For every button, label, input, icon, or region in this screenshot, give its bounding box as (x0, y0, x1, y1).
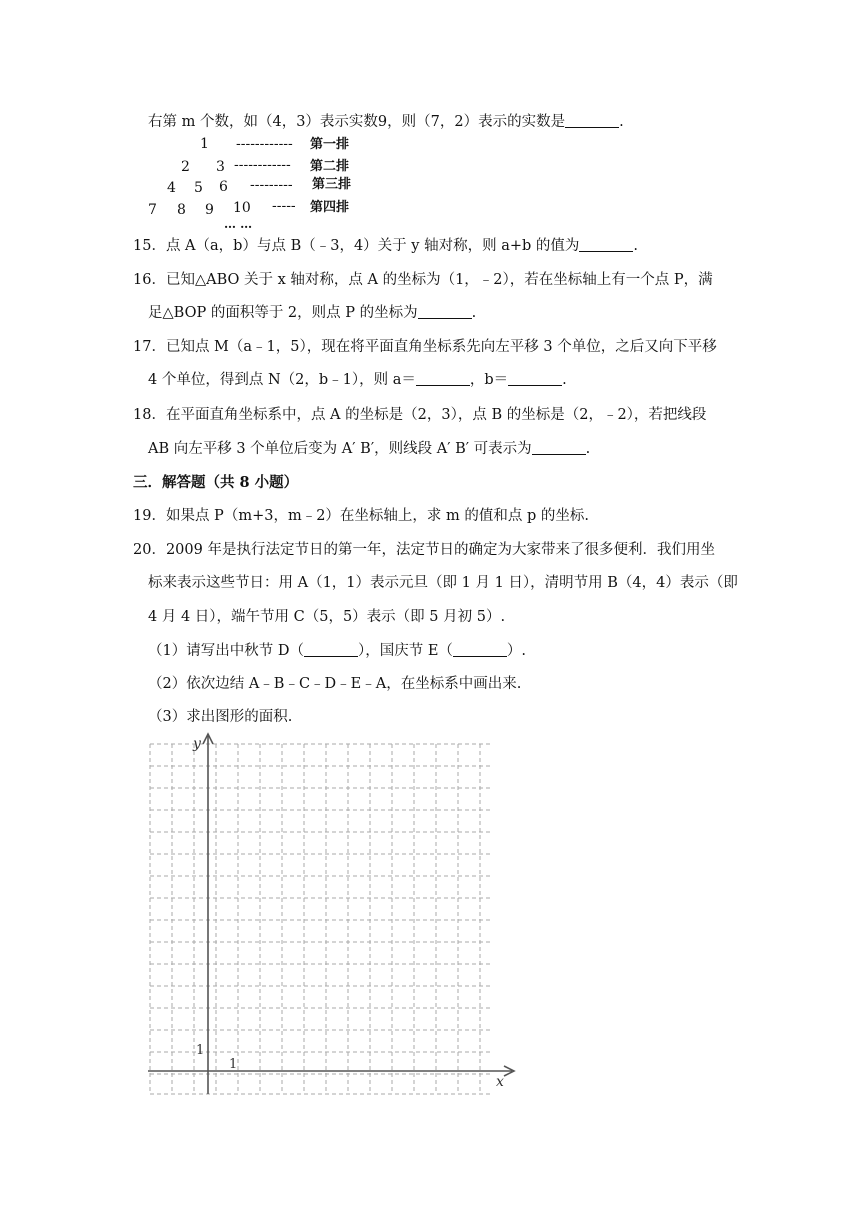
q14-tail (148, 112, 624, 132)
question-number: 19． (133, 508, 166, 524)
question-number: 15． (133, 238, 166, 254)
pattern-num: 5 (194, 180, 203, 196)
question-text: 点 A（a，b）与点 B（﹣3，4）关于 y 轴对称，则 a+b 的值为 (165, 238, 580, 254)
sub-question-text: ），国庆节 E（ (357, 643, 453, 659)
question-19 (133, 506, 589, 526)
question-text: 已知△ABO 关于 x 轴对称，点 A 的坐标为（1，﹣2），若在坐标轴上有一个点 P，满 (165, 272, 713, 288)
pattern-num: 9 (205, 202, 214, 218)
pattern-dashes: ------------ (236, 136, 293, 152)
question-18-cont (148, 439, 590, 459)
grid-lines (150, 744, 490, 1094)
pattern-num: 10 (233, 200, 251, 216)
sub-question-text: （1）请写出中秋节 D（ (148, 643, 304, 659)
question-text: 已知点 M（a﹣1，5），现在将平面直角坐标系先向左平移 3 个单位，之后又向下平移 (165, 339, 717, 355)
question-number: 16． (133, 272, 166, 288)
question-16 (133, 270, 713, 290)
answer-blank-e[interactable] (453, 642, 507, 657)
y-tick-label: 1 (196, 1043, 205, 1058)
punct: . (471, 305, 477, 321)
question-15 (133, 236, 638, 256)
pattern-ellipsis: … … (224, 217, 253, 231)
q14-text: 右第 m 个数，如（4，3）表示实数9，则（7，2）表示的实数是 (148, 114, 566, 130)
answer-blank[interactable] (565, 113, 619, 128)
question-18 (133, 405, 706, 425)
question-text: 2009 年是执行法定节日的第一年，法定节日的确定为大家带来了很多便利．我们用坐 (165, 542, 715, 558)
question-number: 18． (133, 407, 166, 423)
row-label: 第四排 (310, 200, 350, 215)
answer-blank[interactable] (579, 237, 633, 252)
question-number: 20． (133, 542, 166, 558)
pattern-num: 6 (219, 179, 228, 195)
question-text: 在平面直角坐标系中，点 A 的坐标是（2，3），点 B 的坐标是（2，﹣2），若把线段 (165, 407, 707, 423)
sub-question-text: ）. (506, 643, 527, 659)
question-20-sub1 (148, 641, 526, 661)
pattern-num: 8 (177, 202, 186, 218)
x-axis-label: x (496, 1074, 504, 1090)
punct: . (562, 372, 567, 388)
pattern-dashes: ------------ (234, 157, 291, 173)
answer-blank[interactable] (532, 440, 586, 455)
question-20-sub3: （3）求出图形的面积. (148, 709, 293, 725)
question-17 (133, 337, 717, 357)
question-number: 17． (133, 339, 166, 355)
question-20 (133, 540, 715, 560)
question-text: ，b＝ (469, 372, 509, 388)
x-tick-label: 1 (229, 1057, 238, 1072)
pattern-dashes: ----- (272, 198, 296, 214)
coordinate-grid[interactable] (140, 730, 530, 1100)
question-text: 4 个单位，得到点 N（2，b﹣1），则 a＝ (148, 372, 416, 388)
answer-blank-a[interactable] (416, 371, 470, 386)
question-20-line3: 4 月 4 日），端午节用 C（5，5）表示（即 5 月初 5）. (148, 609, 506, 625)
answer-blank-b[interactable] (508, 371, 562, 386)
row-label: 第三排 (312, 177, 352, 192)
y-axis (203, 734, 213, 1094)
y-axis-label: y (193, 736, 201, 752)
question-16-cont (148, 303, 476, 323)
pattern-num: 4 (167, 180, 176, 196)
punct: . (585, 441, 591, 457)
question-20-line2: 标来表示这些节日：用 A（1，1）表示元旦（即 1 月 1 日），清明节用 B（4，4）表示（即 (148, 575, 738, 591)
pattern-dashes: --------- (250, 177, 293, 193)
pattern-num: 2 (181, 159, 190, 175)
question-20-sub2: （2）依次边结 A﹣B﹣C﹣D﹣E﹣A，在坐标系中画出来. (148, 676, 522, 692)
question-17-cont (148, 370, 567, 390)
question-text: 足△BOP 的面积等于 2，则点 P 的坐标为 (148, 305, 418, 321)
q14-end: . (619, 114, 624, 130)
question-text: 如果点 P（m+3，m﹣2）在坐标轴上，求 m 的值和点 p 的坐标. (165, 508, 589, 524)
row-label: 第一排 (310, 137, 350, 152)
section-heading: 三．解答题（共 8 小题） (133, 474, 299, 491)
row-label: 第二排 (310, 159, 350, 174)
question-text: AB 向左平移 3 个单位后变为 A′ B′，则线段 A′ B′ 可表示为 (148, 441, 532, 457)
punct: . (633, 238, 638, 254)
answer-blank[interactable] (418, 304, 472, 319)
pattern-num: 3 (216, 159, 225, 175)
answer-blank-d[interactable] (304, 642, 358, 657)
pattern-num: 1 (200, 136, 209, 152)
pattern-num: 7 (148, 202, 157, 218)
